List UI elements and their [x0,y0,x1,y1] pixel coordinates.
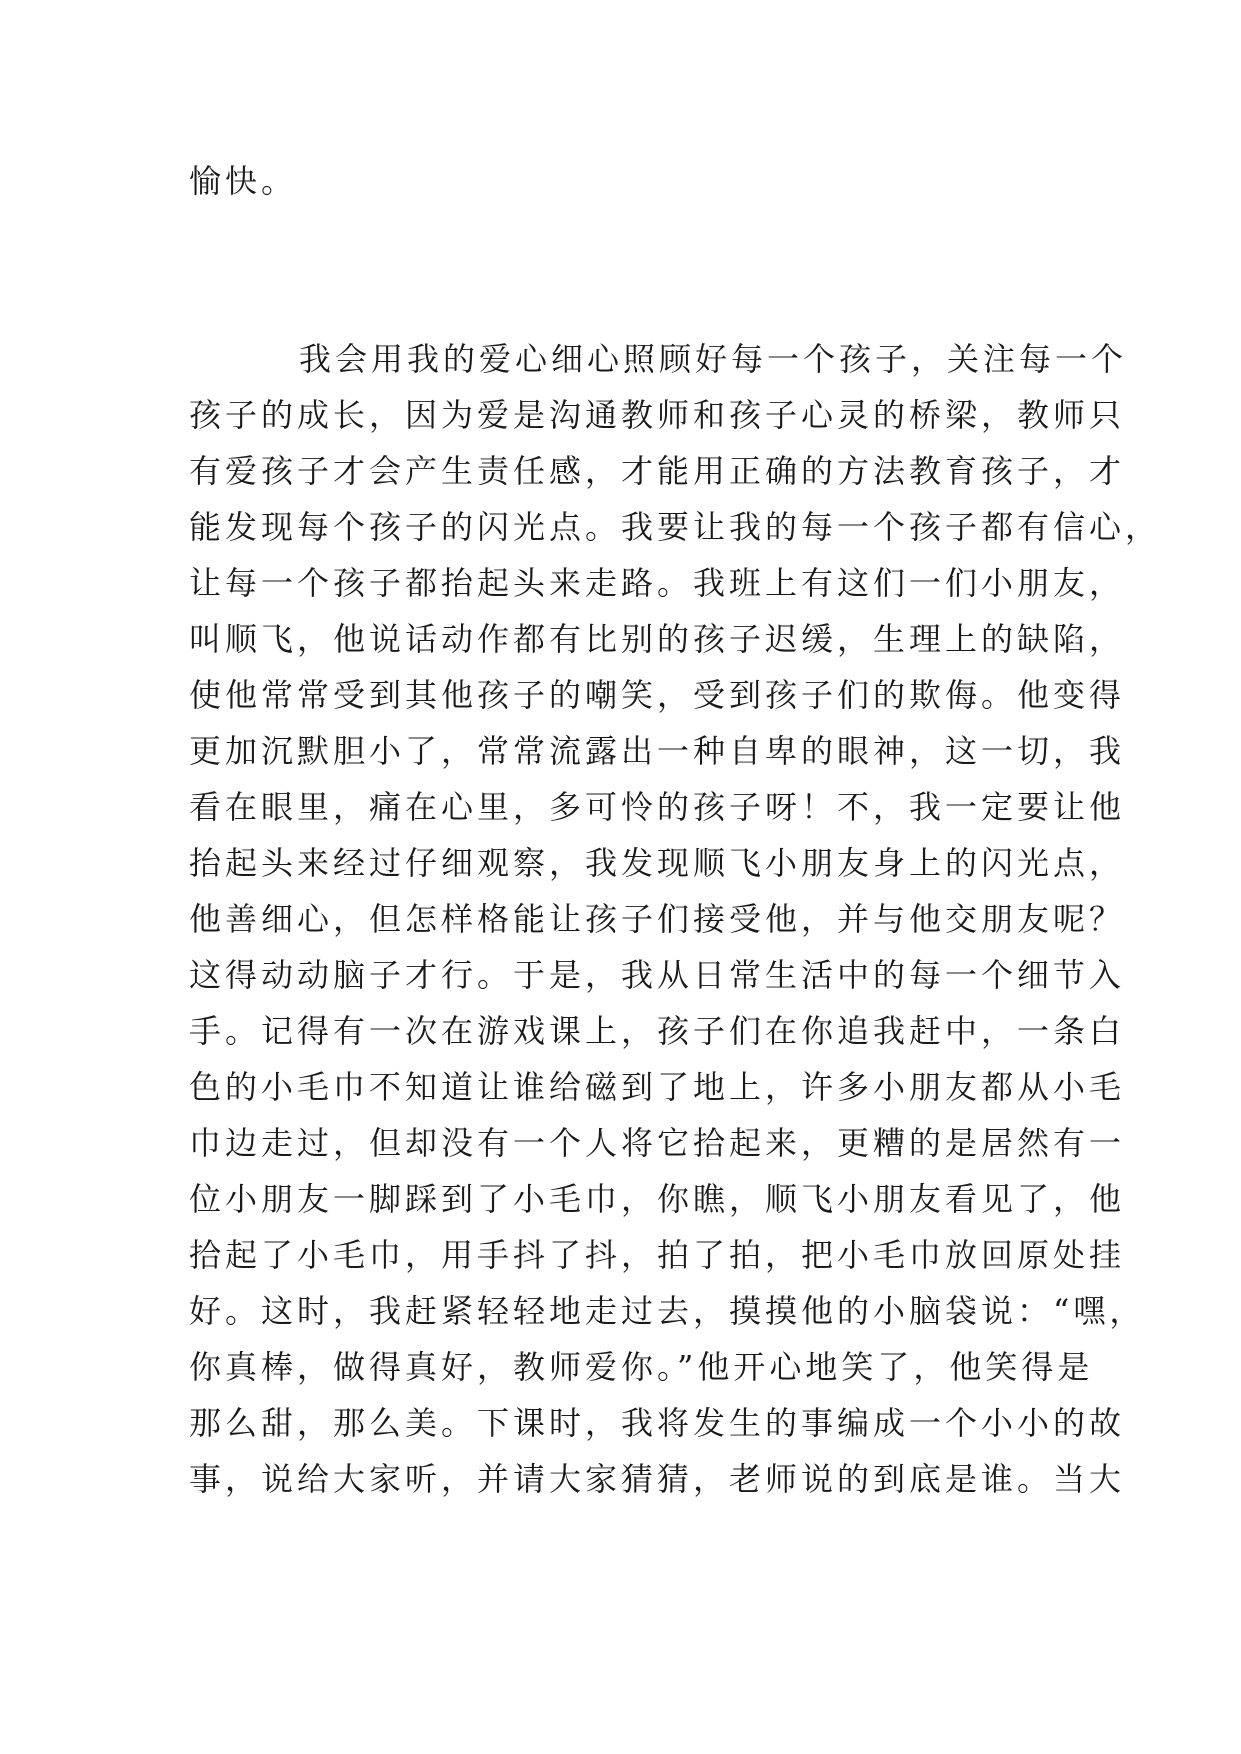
paragraph-line: 孩子的成长，因为爱是沟通教师和孩子心灵的桥梁，教师只 [189,396,1126,434]
paragraph-line: 叫顺飞，他说话动作都有比别的孩子迟缓，生理上的缺陷， [189,620,1126,658]
paragraph-line: 你真棒，做得真好，教师爱你。”他开心地笑了，他笑得是 [189,1348,1094,1386]
paragraph-line: 那么甜，那么美。下课时，我将发生的事编成一个小小的故 [189,1404,1126,1442]
paragraph-line: 事，说给大家听，并请大家猜猜，老师说的到底是谁。当大 [189,1460,1126,1498]
paragraph-line: 有爱孩子才会产生责任感，才能用正确的方法教育孩子，才 [189,452,1126,490]
paragraph-line: 更加沉默胆小了，常常流露出一种自卑的眼神，这一切，我 [189,732,1126,770]
paragraph-1 [189,153,1049,209]
paragraph-line: 这得动动脑子才行。于是，我从日常生活中的每一个细节入 [189,956,1126,994]
paragraph-line: 愉快。 [189,162,298,200]
paragraph-line: 让每一个孩子都抬起头来走路。我班上有这们一们小朋友， [189,564,1126,602]
paragraph-line: 能发现每个孩子的闪光点。我要让我的每一个孩子都有信心， [189,508,1162,546]
paragraph-2 [189,331,1162,1507]
paragraph-line: 使他常常受到其他孩子的嘲笑，受到孩子们的欺侮。他变得 [189,676,1126,714]
paragraph-line: 好。这时，我赶紧轻轻地走过去，摸摸他的小脑袋说：“嘿， [189,1292,1146,1330]
paragraph-line: 位小朋友一脚踩到了小毛巾，你瞧，顺飞小朋友看见了，他 [189,1180,1126,1218]
paragraph-line: 抬起头来经过仔细观察，我发现顺飞小朋友身上的闪光点， [189,844,1126,882]
paragraph-line: 手。记得有一次在游戏课上，孩子们在你追我赶中，一条白 [189,1012,1126,1050]
paragraph-line: 看在眼里，痛在心里，多可怜的孩子呀！不，我一定要让他 [189,788,1126,826]
paragraph-line: 巾边走过，但却没有一个人将它拾起来，更糟的是居然有一 [189,1124,1126,1162]
paragraph-line: 色的小毛巾不知道让谁给磁到了地上，许多小朋友都从小毛 [189,1068,1126,1106]
paragraph-line: 拾起了小毛巾，用手抖了抖，拍了拍，把小毛巾放回原处挂 [189,1236,1126,1274]
paragraph-line: 他善细心，但怎样格能让孩子们接受他，并与他交朋友呢？ [189,900,1126,938]
paragraph-line: 我会用我的爱心细心照顾好每一个孩子，关注每一个 [299,340,1128,378]
